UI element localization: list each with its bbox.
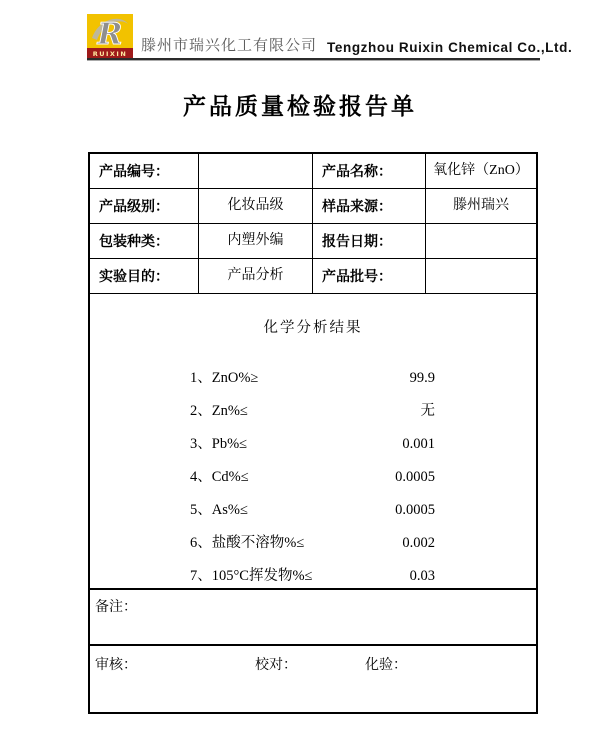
info-label: 报告日期： <box>313 224 426 259</box>
analysis-name: 1、ZnO%≥ <box>190 370 259 386</box>
info-value <box>426 259 536 294</box>
info-label: 包装种类： <box>90 224 199 259</box>
analysis-heading: 化学分析结果 <box>263 320 363 336</box>
analysis-name: 2、Zn%≤ <box>190 403 248 419</box>
info-label: 产品名称： <box>313 154 426 189</box>
ruixin-logo-icon <box>87 14 133 58</box>
analysis-value: 无 <box>420 403 435 419</box>
company-name-cn: 滕州市瑞兴化工有限公司 <box>141 38 318 54</box>
analysis-value: 99.9 <box>409 370 435 386</box>
analysis-item <box>90 428 536 461</box>
analysis-items <box>90 362 536 593</box>
company-header <box>87 12 573 58</box>
report-title: 产品质量检验报告单 <box>183 93 417 119</box>
remarks-label: 备注： <box>95 600 137 615</box>
analysis-name: 7、105°C挥发物%≤ <box>190 568 313 584</box>
analysis-name: 4、Cd%≤ <box>190 469 249 485</box>
analysis-value: 0.0005 <box>395 469 435 485</box>
info-value: 化妆品级 <box>199 189 313 224</box>
info-value <box>426 224 536 259</box>
product-info-grid <box>90 154 536 294</box>
report-table <box>88 152 538 714</box>
header-divider <box>87 58 540 61</box>
analysis-item <box>90 560 536 593</box>
analysis-item <box>90 395 536 428</box>
info-value: 氧化锌（ZnO） <box>426 154 536 189</box>
info-value <box>199 154 313 189</box>
info-value: 内塑外编 <box>199 224 313 259</box>
info-label: 产品编号： <box>90 154 199 189</box>
info-label: 样品来源： <box>313 189 426 224</box>
logo-wordmark: RUIXIN <box>92 50 128 58</box>
analysis-name: 5、As%≤ <box>190 502 248 518</box>
analysis-value: 0.002 <box>402 535 435 551</box>
analysis-name: 3、Pb%≤ <box>190 436 248 452</box>
info-label: 实验目的： <box>90 259 199 294</box>
analysis-section <box>90 294 536 590</box>
review-label: 审核： <box>95 658 137 673</box>
analysis-value: 0.001 <box>402 436 435 452</box>
analysis-item <box>90 494 536 527</box>
logo-letter: R <box>97 17 123 52</box>
info-value: 产品分析 <box>199 259 313 294</box>
company-name-en: Tengzhou Ruixin Chemical Co.,Ltd. <box>327 40 573 55</box>
analysis-item <box>90 461 536 494</box>
analysis-value: 0.0005 <box>395 502 435 518</box>
remarks-row <box>90 590 536 646</box>
lab-test-label: 化验： <box>365 658 407 673</box>
analysis-item <box>90 527 536 560</box>
info-value: 滕州瑞兴 <box>426 189 536 224</box>
info-label: 产品级别： <box>90 189 199 224</box>
info-label: 产品批号： <box>313 259 426 294</box>
analysis-value: 0.03 <box>409 568 435 584</box>
signoff-row <box>90 646 536 712</box>
proofread-label: 校对： <box>255 658 297 673</box>
analysis-name: 6、盐酸不溶物%≤ <box>190 535 305 551</box>
analysis-item <box>90 362 536 395</box>
